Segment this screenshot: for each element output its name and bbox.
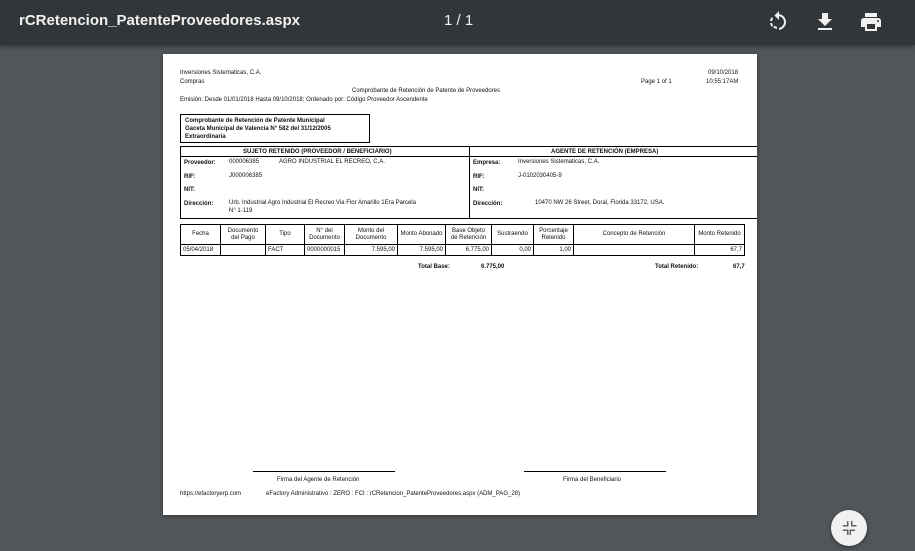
cell-monto-retenido: 67,7 bbox=[695, 245, 745, 256]
print-icon bbox=[859, 10, 883, 34]
print-button[interactable] bbox=[859, 10, 883, 34]
cell-tipo: FACT bbox=[266, 245, 305, 256]
nit-label: NIT: bbox=[184, 187, 195, 193]
rif-label: RIF: bbox=[184, 174, 196, 180]
beneficiary-signature-label: Firma del Beneficiario bbox=[563, 477, 622, 483]
rotate-icon bbox=[766, 10, 790, 34]
footer-info: eFactory Administrativo : ZERO : FCI : rCRetencion_PatenteProveedores.aspx (ADM_PAG_28) bbox=[266, 491, 520, 497]
document-title: rCRetencion_PatenteProveedores.aspx bbox=[19, 12, 300, 29]
subject-header: SUJETO RETENIDO (PROVEEDOR / BENEFICIARIO) bbox=[243, 149, 392, 155]
emission-range: Emisión: Desde 01/01/2018 Hasta 09/10/2018; Ordenado por: Código Proveedor Ascendente bbox=[180, 97, 428, 103]
agent-rif: J-0102030405-9 bbox=[518, 173, 562, 179]
nit-label: NIT: bbox=[473, 187, 484, 193]
column-header: Monto del Documento bbox=[345, 225, 398, 245]
column-header: Base Objeto de Retención bbox=[446, 225, 492, 245]
agent-signature-line bbox=[253, 471, 395, 472]
rotate-button[interactable] bbox=[766, 10, 790, 34]
pdf-page bbox=[163, 54, 757, 515]
fit-to-page-button[interactable] bbox=[831, 510, 867, 546]
total-base-label: Total Base: bbox=[418, 264, 450, 270]
module-name: Compras bbox=[180, 79, 205, 85]
cell-fecha: 05/04/2018 bbox=[181, 245, 221, 256]
agent-header: AGENTE DE RETENCIÓN (EMPRESA) bbox=[551, 149, 659, 155]
fit-to-page-icon bbox=[841, 520, 857, 536]
company-name: Inversiones Sistematicas, C.A. bbox=[180, 70, 262, 76]
subject-address-line2: N° 1-119 bbox=[229, 208, 253, 214]
cell-sustraendo: 0,00 bbox=[492, 245, 534, 256]
cell-monto-documento: 7.595,00 bbox=[345, 245, 398, 256]
column-header: N° del Documento bbox=[305, 225, 345, 245]
report-date: 09/10/2018 bbox=[708, 70, 739, 76]
agent-signature-label: Firma del Agente de Retención bbox=[277, 477, 360, 483]
cell-monto-abonado: 7.595,00 bbox=[398, 245, 446, 256]
page-number: Page 1 of 1 bbox=[641, 79, 672, 85]
direccion-label: Dirección: bbox=[473, 201, 503, 207]
total-base-value: 6.775,00 bbox=[481, 264, 505, 270]
cell-porcentaje: 1,00 bbox=[534, 245, 574, 256]
cell-base-objeto: 6.775,00 bbox=[446, 245, 492, 256]
column-header: Documento del Pago bbox=[221, 225, 266, 245]
proveedor-code: 000006385 bbox=[229, 159, 260, 165]
table-row bbox=[181, 245, 745, 256]
agent-company: Inversiones Sistematicas, C.A. bbox=[518, 159, 600, 165]
beneficiary-signature-line bbox=[524, 471, 666, 472]
column-header: Tipo bbox=[266, 225, 305, 245]
legal-line: Gaceta Municipal de Valencia N° 582 del 31/12/2005 bbox=[185, 126, 331, 132]
total-retenido-value: 67,7 bbox=[733, 264, 745, 270]
legal-line: Extraordinaria bbox=[185, 134, 226, 140]
column-header: Concepto de Retención bbox=[574, 225, 695, 245]
table-header-row bbox=[181, 225, 745, 245]
cell-documento-pago bbox=[221, 245, 266, 256]
subject-rif: J000006385 bbox=[229, 173, 263, 179]
divider bbox=[469, 147, 470, 218]
column-header: Monto Retenido bbox=[695, 225, 745, 245]
column-header: Sustraendo bbox=[492, 225, 534, 245]
download-icon bbox=[813, 10, 837, 34]
pdf-toolbar bbox=[0, 0, 915, 45]
legal-reference-box bbox=[180, 114, 370, 143]
report-time: 10:55:17AM bbox=[706, 79, 739, 85]
footer-url: https://efactoryerp.com bbox=[180, 491, 242, 497]
total-retenido-label: Total Retenido: bbox=[655, 264, 699, 270]
direccion-label: Dirección: bbox=[184, 201, 214, 207]
proveedor-name: AGRO INDUSTRIAL EL RECREO, C.A. bbox=[279, 159, 385, 165]
cell-concepto bbox=[574, 245, 695, 256]
legal-line: Comprobante de Retención de Patente Municipal bbox=[185, 118, 325, 124]
column-header: Monto Abonado bbox=[398, 225, 446, 245]
download-button[interactable] bbox=[813, 10, 837, 34]
column-header: Porcentaje Retenido bbox=[534, 225, 574, 245]
report-heading: Comprobante de Retención de Patente de Proveedores bbox=[352, 88, 501, 94]
page-indicator: 1 / 1 bbox=[444, 12, 474, 29]
parties-section bbox=[180, 146, 757, 219]
rif-label: RIF: bbox=[473, 174, 485, 180]
proveedor-label: Proveedor: bbox=[184, 160, 216, 166]
retention-table bbox=[180, 224, 745, 256]
empresa-label: Empresa: bbox=[473, 160, 501, 166]
cell-numero-documento: 0000000015 bbox=[305, 245, 345, 256]
column-header: Fecha bbox=[181, 225, 221, 245]
agent-address: 10470 NW 26 Street, Doral, Florida 33172, USA. bbox=[535, 200, 665, 206]
subject-address-line1: Urb. Industrial Agro Industrial El Recreo Via Flor Amarillo 1Era Parcela bbox=[229, 200, 416, 206]
